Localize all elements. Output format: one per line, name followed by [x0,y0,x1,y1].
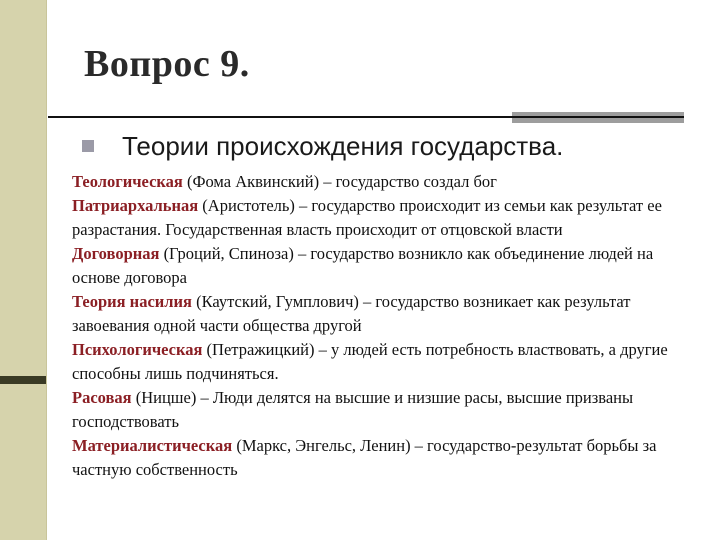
theory-description: (Маркс, Энгельс, Ленин) – государство-результат борьбы за частную собственность [72,436,657,479]
left-bar-accent [0,376,46,384]
theory-materialist [72,434,692,482]
theory-term: Психологическая [72,340,203,359]
theory-description: (Аристотель) – государство происходит из семьи как результат ее разрастания. Государственная власть происходит от отцовской власти [72,196,662,239]
theory-term: Материалистическая [72,436,233,455]
slide-title: Вопрос 9. [84,43,250,85]
theory-description: (Ницше) – Люди делятся на высшие и низшие расы, высшие призваны господствовать [72,388,634,431]
theory-racial [72,386,692,434]
bullet-square-icon [82,140,94,152]
theory-description: (Каутский, Гумплович) – государство возникает как результат завоевания одной части общества другой [72,292,631,335]
theory-violence [72,290,692,338]
theory-term: Теологическая [72,172,183,191]
theory-term: Договорная [72,244,160,263]
theory-contract [72,242,692,290]
theory-description: (Гроций, Спиноза) – государство возникло как объединение людей на основе договора [72,244,654,287]
left-decor-bar [0,0,46,540]
theory-patriarchal [72,194,692,242]
theory-term: Теория насилия [72,292,192,311]
theory-psychological [72,338,692,386]
theories-list [72,170,692,482]
theory-term: Расовая [72,388,132,407]
slide-subtitle: Теории происхождения государства. [122,131,564,161]
title-rule [48,116,684,118]
theory-description: (Фома Аквинский) – государство создал бог [182,172,497,191]
theory-description: (Петражицкий) – у людей есть потребность властвовать, а другие способны лишь подчиняться. [72,340,668,383]
theory-term: Патриархальная [72,196,199,215]
theory-theological [72,170,692,194]
left-bar-edge [46,0,47,540]
